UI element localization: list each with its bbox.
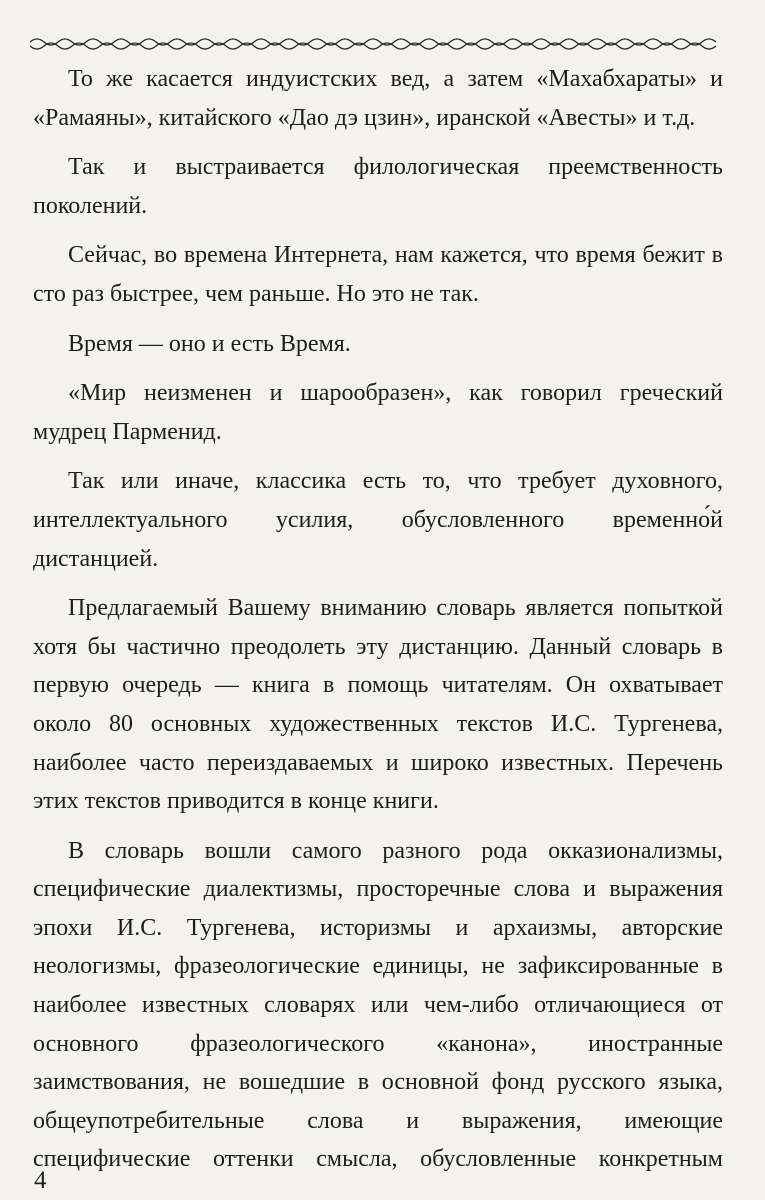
page-number: 4	[34, 1167, 47, 1194]
paragraph-parmenides: «Мир неизменен и шарообразен», как говорил греческий мудрец Парменид.	[33, 380, 723, 445]
paragraph-continuity: Так и выстраивается филологическая преемственность поколений.	[33, 154, 723, 219]
paragraph-time: Время — оно и есть Время.	[68, 330, 351, 357]
paragraph-internet-era: Сейчас, во времена Интернета, нам кажется, что время бежит в сто раз быстрее, чем раньше. Но это не так.	[33, 242, 723, 307]
wavy-header-ornament	[30, 34, 720, 54]
ornament-wave-top	[30, 39, 716, 45]
paragraph-vedas: То же касается индуистских вед, а затем «Махабхараты» и «Рамаяны», китайского «Дао дэ цзин», иранской «Авесты» и т.д.	[33, 66, 723, 131]
ornament-wave-bottom	[30, 43, 716, 49]
paragraph-dictionary-purpose: Предлагаемый Вашему вниманию словарь является попыткой хотя бы частично преодолеть эту дистанцию. Данный словарь в первую очередь — книга в помощь читателям. Он охватывает около 80 основных художественных текстов И.С. Тургенева, наиболее часто переиздаваемых и широко известных. Перечень этих текстов приводится в конце книги.	[33, 595, 723, 815]
paragraph-dictionary-contents: В словарь вошли самого разного рода окказионализмы, специфические диалектизмы, просторечные слова и выражения эпохи И.С. Тургенева, историзмы и архаизмы, авторские неологизмы, фразеологические единицы, не зафиксированные в наиболее известных словарях или чем-либо отличающиеся от основного фразеологического «канона», иностранные заимствования, не вошедшие в основной фонд русского языка, общеупотребительные слова и выражения, имеющие специфические оттенки смысла, обусловленные конкретным	[33, 837, 723, 1173]
body-text	[33, 60, 723, 1190]
paragraph-classics: Так или иначе, классика есть то, что требует духовного, интеллектуального усилия, обусловленного временно́й дистанцией.	[33, 468, 723, 572]
